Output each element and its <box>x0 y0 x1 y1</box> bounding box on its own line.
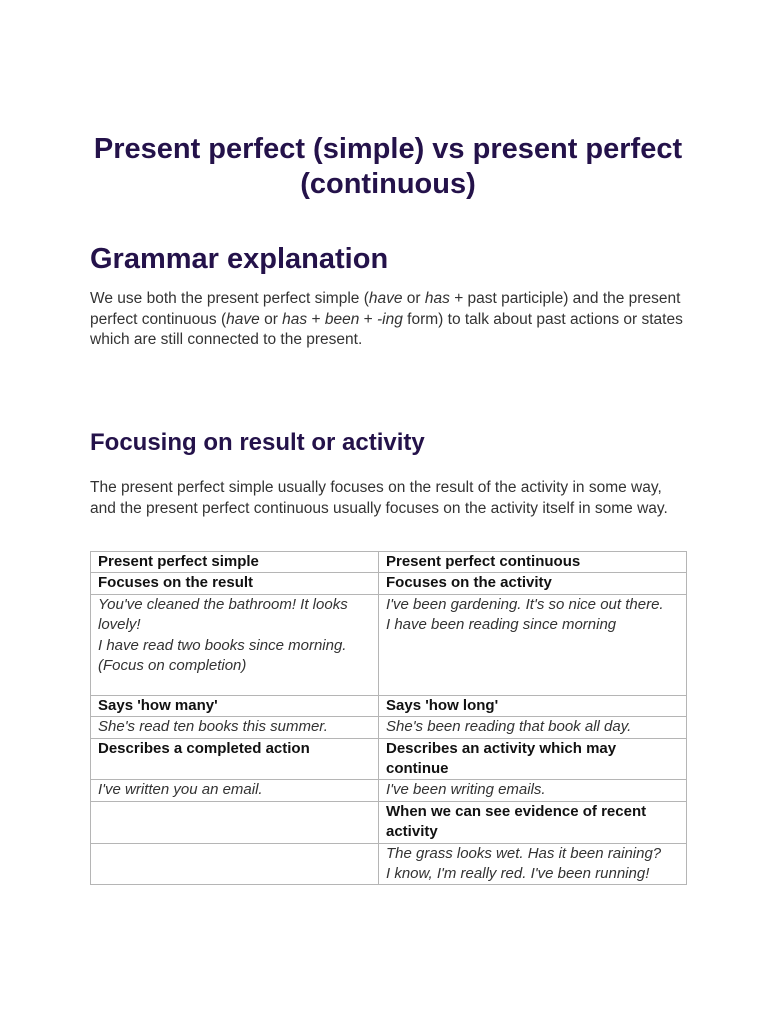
table-cell <box>379 594 687 695</box>
table-row <box>91 573 687 594</box>
example-line: You've cleaned the bathroom! It looks lovely! <box>98 595 348 634</box>
intro-text: We use both the present perfect simple ( <box>90 290 369 307</box>
focus-paragraph: The present perfect simple usually focuses on the result of the activity in some way, and the present perfect continuous usually focuses on the activity itself in some way. <box>90 479 668 517</box>
page-title: Present perfect (simple) vs present perfect (continuous) <box>93 133 683 200</box>
table-row <box>91 695 687 716</box>
intro-text: + past participle) and the present perfect continuous ( <box>90 290 681 328</box>
intro-text: or <box>259 310 283 328</box>
table-row <box>91 780 687 801</box>
table-cell: I've been writing emails. <box>379 780 687 801</box>
example-line: I've been gardening. It's so nice out there. <box>386 595 664 613</box>
table-row <box>91 717 687 738</box>
grammar-explanation-heading: Grammar explanation <box>90 243 389 275</box>
table-cell: Focuses on the activity <box>379 573 687 594</box>
table-row <box>91 594 687 695</box>
table-cell: Describes an activity which may continue <box>379 738 687 780</box>
comparison-table <box>90 551 687 885</box>
table-header-cell: Present perfect simple <box>91 552 379 573</box>
intro-italic: -ing <box>377 310 403 328</box>
table-row <box>91 843 687 885</box>
example-line: The grass looks wet. Has it been raining? <box>386 844 662 862</box>
table-cell <box>91 801 379 843</box>
table-cell <box>91 843 379 885</box>
intro-text: or <box>402 290 425 307</box>
table-cell <box>91 594 379 695</box>
intro-text: form) to talk about past actions or states which are still connected to the present. <box>90 310 683 348</box>
table-row <box>91 738 687 780</box>
table-header-row <box>91 552 687 573</box>
table-cell: I've written you an email. <box>91 780 379 801</box>
intro-italic: have <box>226 310 260 328</box>
example-line: I have read two books since morning. (Focus on completion) <box>98 636 347 675</box>
intro-paragraph <box>90 289 686 351</box>
table-cell: Says 'how long' <box>379 695 687 716</box>
table-cell: Describes a completed action <box>91 738 379 780</box>
table-cell: Says 'how many' <box>91 695 379 716</box>
intro-italic: been <box>324 310 360 328</box>
table-cell: She's read ten books this summer. <box>91 717 379 738</box>
table-header-cell: Present perfect continuous <box>379 552 687 573</box>
table-cell: When we can see evidence of recent activity <box>379 801 687 843</box>
example-line: I have been reading since morning <box>386 616 617 634</box>
intro-text: + <box>307 310 325 328</box>
intro-italic: has <box>424 290 450 307</box>
table-cell: She's been reading that book all day. <box>379 717 687 738</box>
table-row <box>91 801 687 843</box>
intro-italic: has <box>282 310 308 328</box>
intro-italic: have <box>368 290 403 307</box>
intro-text: + <box>359 310 377 328</box>
table-cell: Focuses on the result <box>91 573 379 594</box>
focus-heading: Focusing on result or activity <box>90 429 425 456</box>
example-line: I know, I'm really red. I've been running! <box>386 865 650 883</box>
table-cell <box>379 843 687 885</box>
